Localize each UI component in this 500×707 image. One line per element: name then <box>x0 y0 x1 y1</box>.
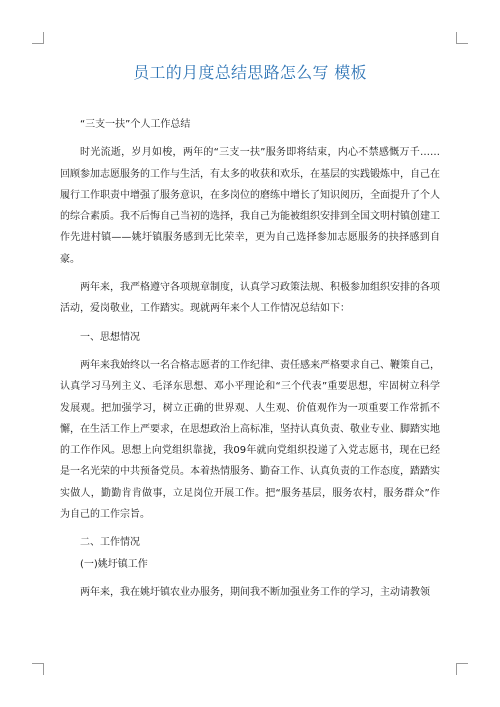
paragraph-thought: 两年来我始终以一名合格志愿者的工作纪律、责任感来严格要求自己、鞭策自己，认真学习马列主义、毛泽东思想、邓小平理论和“三个代表”重要思想，牢固树立科学发展观。把加强学习，树立正确的世界观、人生观、价值观作为一项重要工作常抓不懈，在生活工作上严要求，在思想政治上高标准，坚持认真负责、敬业专业、脚踏实地的工作作风。思想上向党组织靠拢，我09年就向党组织投递了入党志愿书，现在已经是一名光荣的中共预备党员。本着热情服务、勤奋工作、认真负责的工作态度，踏踏实实做人，勤勤肯肯做事，立足岗位开展工作。把“服务基层，服务农村，服务群众”作为自己的工作宗旨。 <box>60 359 440 521</box>
subsection-heading-yaoxu: (一)姚圩镇工作 <box>80 558 148 570</box>
crop-mark-bottom-right <box>456 663 468 675</box>
crop-mark-top-left <box>32 32 44 44</box>
paragraph-work: 两年来，我在姚圩镇农业办服务，期间我不断加强业务工作的学习，主动请教领 <box>80 586 430 598</box>
section-heading-main: “三支一扶”个人工作总结 <box>80 119 191 130</box>
crop-mark-bottom-left <box>32 663 44 675</box>
paragraph-overview: 两年来，我严格遵守各项规章制度，认真学习政策法规、积极参加组织安排的各项活动，爱岗敬业，工作踏实。现就两年来个人工作情况总结如下： <box>60 282 440 315</box>
crop-mark-top-right <box>456 32 468 44</box>
section-heading-work: 二、工作情况 <box>80 537 140 549</box>
document-title: 员工的月度总结思路怎么写 模板 <box>133 63 367 82</box>
section-heading-thought: 一、思想情况 <box>80 331 140 343</box>
paragraph-intro: 时光流逝，岁月如梭，两年的“三支一扶”服务即将结束，内心不禁感慨万千……回顾参加志愿服务的工作与生活，有太多的收获和欢乐，在基层的实践锻炼中，自己在履行工作职责中增强了服务意识，在多岗位的磨练中增长了知识阅历，全面提升了个人的综合素质。我不后悔自己当初的选择，我自己为能被组织安排到全国文明村镇创建工作先进村镇——姚圩镇服务感到无比荣幸，更为自己选择参加志愿服务的抉择感到自豪。 <box>60 147 440 265</box>
document-body <box>60 114 440 603</box>
